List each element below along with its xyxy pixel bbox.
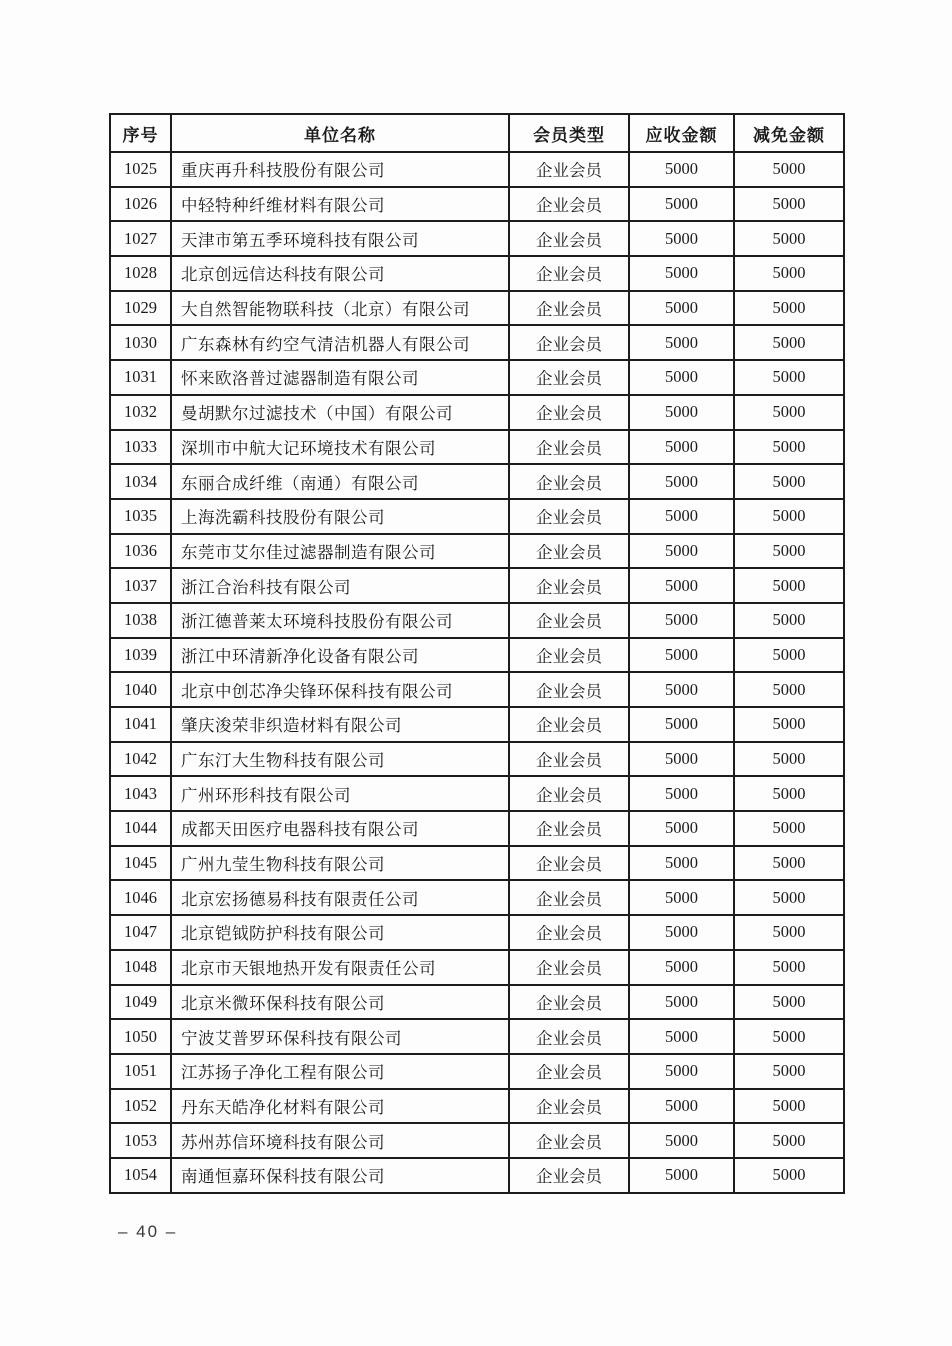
cell-unit-name: 北京市天银地热开发有限责任公司: [171, 950, 509, 985]
cell-member-type: 企业会员: [509, 464, 629, 499]
cell-member-type: 企业会员: [509, 672, 629, 707]
table-row: [110, 950, 844, 985]
cell-serial-number: 1039: [110, 638, 171, 673]
cell-receivable-amount: 5000: [629, 915, 734, 950]
cell-receivable-amount: 5000: [629, 950, 734, 985]
cell-unit-name: 东丽合成纤维（南通）有限公司: [171, 464, 509, 499]
cell-serial-number: 1033: [110, 430, 171, 465]
cell-receivable-amount: 5000: [629, 1123, 734, 1158]
table-row: [110, 672, 844, 707]
cell-unit-name: 怀来欧洛普过滤器制造有限公司: [171, 360, 509, 395]
cell-reduction-amount: 5000: [734, 1019, 844, 1054]
cell-receivable-amount: 5000: [629, 360, 734, 395]
cell-serial-number: 1040: [110, 672, 171, 707]
cell-receivable-amount: 5000: [629, 1019, 734, 1054]
table-row: [110, 1089, 844, 1124]
cell-reduction-amount: 5000: [734, 985, 844, 1020]
table-header-row: [110, 114, 844, 152]
table-row: [110, 152, 844, 187]
cell-receivable-amount: 5000: [629, 395, 734, 430]
cell-serial-number: 1034: [110, 464, 171, 499]
cell-serial-number: 1043: [110, 776, 171, 811]
table-body: [110, 152, 844, 1193]
table-row: [110, 880, 844, 915]
cell-unit-name: 广东汀大生物科技有限公司: [171, 742, 509, 777]
cell-serial-number: 1036: [110, 534, 171, 569]
table-row: [110, 256, 844, 291]
cell-member-type: 企业会员: [509, 499, 629, 534]
cell-receivable-amount: 5000: [629, 1158, 734, 1193]
table-row: [110, 915, 844, 950]
cell-member-type: 企业会员: [509, 534, 629, 569]
table-row: [110, 1054, 844, 1089]
cell-unit-name: 重庆再升科技股份有限公司: [171, 152, 509, 187]
table-row: [110, 430, 844, 465]
cell-serial-number: 1045: [110, 846, 171, 881]
cell-serial-number: 1047: [110, 915, 171, 950]
cell-reduction-amount: 5000: [734, 915, 844, 950]
cell-reduction-amount: 5000: [734, 325, 844, 360]
cell-serial-number: 1049: [110, 985, 171, 1020]
cell-unit-name: 北京米微环保科技有限公司: [171, 985, 509, 1020]
cell-unit-name: 中轻特种纤维材料有限公司: [171, 187, 509, 222]
cell-serial-number: 1053: [110, 1123, 171, 1158]
cell-member-type: 企业会员: [509, 1054, 629, 1089]
cell-receivable-amount: 5000: [629, 534, 734, 569]
cell-reduction-amount: 5000: [734, 846, 844, 881]
cell-member-type: 企业会员: [509, 950, 629, 985]
cell-receivable-amount: 5000: [629, 603, 734, 638]
table-row: [110, 325, 844, 360]
cell-reduction-amount: 5000: [734, 1089, 844, 1124]
table-row: [110, 638, 844, 673]
cell-unit-name: 北京中创芯净尖锋环保科技有限公司: [171, 672, 509, 707]
cell-unit-name: 浙江合治科技有限公司: [171, 568, 509, 603]
cell-unit-name: 南通恒嘉环保科技有限公司: [171, 1158, 509, 1193]
cell-unit-name: 成都天田医疗电器科技有限公司: [171, 811, 509, 846]
cell-member-type: 企业会员: [509, 638, 629, 673]
cell-member-type: 企业会员: [509, 187, 629, 222]
cell-member-type: 企业会员: [509, 985, 629, 1020]
cell-receivable-amount: 5000: [629, 430, 734, 465]
table-row: [110, 360, 844, 395]
cell-reduction-amount: 5000: [734, 360, 844, 395]
table-header: [110, 114, 844, 152]
cell-member-type: 企业会员: [509, 430, 629, 465]
table-row: [110, 985, 844, 1020]
cell-member-type: 企业会员: [509, 1089, 629, 1124]
cell-receivable-amount: 5000: [629, 499, 734, 534]
table-row: [110, 187, 844, 222]
cell-serial-number: 1048: [110, 950, 171, 985]
cell-reduction-amount: 5000: [734, 742, 844, 777]
cell-unit-name: 北京宏扬德易科技有限责任公司: [171, 880, 509, 915]
cell-serial-number: 1051: [110, 1054, 171, 1089]
cell-unit-name: 宁波艾普罗环保科技有限公司: [171, 1019, 509, 1054]
cell-unit-name: 东莞市艾尔佳过滤器制造有限公司: [171, 534, 509, 569]
membership-fee-table: [109, 113, 845, 1194]
cell-unit-name: 深圳市中航大记环境技术有限公司: [171, 430, 509, 465]
cell-serial-number: 1037: [110, 568, 171, 603]
cell-member-type: 企业会员: [509, 880, 629, 915]
cell-serial-number: 1042: [110, 742, 171, 777]
cell-reduction-amount: 5000: [734, 430, 844, 465]
cell-member-type: 企业会员: [509, 776, 629, 811]
cell-reduction-amount: 5000: [734, 568, 844, 603]
cell-reduction-amount: 5000: [734, 1158, 844, 1193]
cell-receivable-amount: 5000: [629, 152, 734, 187]
cell-receivable-amount: 5000: [629, 880, 734, 915]
cell-member-type: 企业会员: [509, 256, 629, 291]
cell-receivable-amount: 5000: [629, 325, 734, 360]
cell-unit-name: 大自然智能物联科技（北京）有限公司: [171, 291, 509, 326]
cell-member-type: 企业会员: [509, 846, 629, 881]
table-row: [110, 499, 844, 534]
cell-member-type: 企业会员: [509, 915, 629, 950]
cell-unit-name: 浙江中环清新净化设备有限公司: [171, 638, 509, 673]
cell-member-type: 企业会员: [509, 707, 629, 742]
column-header-receivable-amount: 应收金额: [629, 114, 734, 152]
cell-unit-name: 广东森林有约空气清洁机器人有限公司: [171, 325, 509, 360]
table-row: [110, 534, 844, 569]
cell-reduction-amount: 5000: [734, 152, 844, 187]
cell-reduction-amount: 5000: [734, 187, 844, 222]
cell-receivable-amount: 5000: [629, 707, 734, 742]
cell-unit-name: 广州九莹生物科技有限公司: [171, 846, 509, 881]
cell-unit-name: 苏州苏信环境科技有限公司: [171, 1123, 509, 1158]
cell-reduction-amount: 5000: [734, 638, 844, 673]
cell-member-type: 企业会员: [509, 325, 629, 360]
table-row: [110, 568, 844, 603]
cell-serial-number: 1026: [110, 187, 171, 222]
table-row: [110, 1123, 844, 1158]
table-row: [110, 742, 844, 777]
cell-receivable-amount: 5000: [629, 985, 734, 1020]
cell-reduction-amount: 5000: [734, 256, 844, 291]
cell-unit-name: 曼胡默尔过滤技术（中国）有限公司: [171, 395, 509, 430]
cell-unit-name: 浙江德普莱太环境科技股份有限公司: [171, 603, 509, 638]
cell-unit-name: 肇庆浚荣非织造材料有限公司: [171, 707, 509, 742]
cell-unit-name: 广州环形科技有限公司: [171, 776, 509, 811]
cell-member-type: 企业会员: [509, 1123, 629, 1158]
cell-receivable-amount: 5000: [629, 811, 734, 846]
cell-serial-number: 1025: [110, 152, 171, 187]
column-header-member-type: 会员类型: [509, 114, 629, 152]
cell-reduction-amount: 5000: [734, 672, 844, 707]
cell-member-type: 企业会员: [509, 360, 629, 395]
table-row: [110, 1158, 844, 1193]
cell-receivable-amount: 5000: [629, 291, 734, 326]
table-row: [110, 707, 844, 742]
table-row: [110, 776, 844, 811]
cell-member-type: 企业会员: [509, 395, 629, 430]
cell-reduction-amount: 5000: [734, 1123, 844, 1158]
cell-reduction-amount: 5000: [734, 776, 844, 811]
cell-receivable-amount: 5000: [629, 672, 734, 707]
cell-member-type: 企业会员: [509, 152, 629, 187]
cell-receivable-amount: 5000: [629, 846, 734, 881]
cell-member-type: 企业会员: [509, 291, 629, 326]
cell-reduction-amount: 5000: [734, 534, 844, 569]
cell-serial-number: 1035: [110, 499, 171, 534]
table-row: [110, 395, 844, 430]
cell-serial-number: 1044: [110, 811, 171, 846]
cell-serial-number: 1029: [110, 291, 171, 326]
cell-serial-number: 1038: [110, 603, 171, 638]
cell-serial-number: 1032: [110, 395, 171, 430]
cell-member-type: 企业会员: [509, 221, 629, 256]
cell-reduction-amount: 5000: [734, 1054, 844, 1089]
cell-serial-number: 1050: [110, 1019, 171, 1054]
cell-member-type: 企业会员: [509, 811, 629, 846]
column-header-serial-number: 序号: [110, 114, 171, 152]
table-row: [110, 603, 844, 638]
cell-serial-number: 1027: [110, 221, 171, 256]
cell-unit-name: 北京创远信达科技有限公司: [171, 256, 509, 291]
cell-reduction-amount: 5000: [734, 395, 844, 430]
cell-unit-name: 天津市第五季环境科技有限公司: [171, 221, 509, 256]
cell-member-type: 企业会员: [509, 603, 629, 638]
cell-serial-number: 1028: [110, 256, 171, 291]
cell-receivable-amount: 5000: [629, 742, 734, 777]
cell-serial-number: 1046: [110, 880, 171, 915]
cell-receivable-amount: 5000: [629, 568, 734, 603]
cell-reduction-amount: 5000: [734, 950, 844, 985]
cell-reduction-amount: 5000: [734, 707, 844, 742]
cell-receivable-amount: 5000: [629, 1089, 734, 1124]
cell-serial-number: 1052: [110, 1089, 171, 1124]
cell-reduction-amount: 5000: [734, 880, 844, 915]
cell-reduction-amount: 5000: [734, 603, 844, 638]
cell-reduction-amount: 5000: [734, 291, 844, 326]
table-row: [110, 464, 844, 499]
cell-receivable-amount: 5000: [629, 638, 734, 673]
cell-receivable-amount: 5000: [629, 464, 734, 499]
cell-receivable-amount: 5000: [629, 221, 734, 256]
cell-member-type: 企业会员: [509, 1019, 629, 1054]
cell-receivable-amount: 5000: [629, 776, 734, 811]
cell-member-type: 企业会员: [509, 1158, 629, 1193]
page-number: – 40 –: [118, 1222, 178, 1241]
table-row: [110, 846, 844, 881]
cell-serial-number: 1054: [110, 1158, 171, 1193]
cell-unit-name: 北京铠钺防护科技有限公司: [171, 915, 509, 950]
cell-serial-number: 1030: [110, 325, 171, 360]
cell-reduction-amount: 5000: [734, 499, 844, 534]
table-row: [110, 221, 844, 256]
cell-unit-name: 江苏扬子净化工程有限公司: [171, 1054, 509, 1089]
cell-unit-name: 上海洗霸科技股份有限公司: [171, 499, 509, 534]
cell-receivable-amount: 5000: [629, 256, 734, 291]
column-header-reduction-amount: 减免金额: [734, 114, 844, 152]
table-row: [110, 291, 844, 326]
cell-serial-number: 1031: [110, 360, 171, 395]
column-header-unit-name: 单位名称: [171, 114, 509, 152]
cell-reduction-amount: 5000: [734, 464, 844, 499]
cell-serial-number: 1041: [110, 707, 171, 742]
cell-member-type: 企业会员: [509, 568, 629, 603]
table-row: [110, 811, 844, 846]
cell-receivable-amount: 5000: [629, 187, 734, 222]
cell-reduction-amount: 5000: [734, 221, 844, 256]
cell-unit-name: 丹东天皓净化材料有限公司: [171, 1089, 509, 1124]
table-row: [110, 1019, 844, 1054]
cell-reduction-amount: 5000: [734, 811, 844, 846]
cell-receivable-amount: 5000: [629, 1054, 734, 1089]
cell-member-type: 企业会员: [509, 742, 629, 777]
